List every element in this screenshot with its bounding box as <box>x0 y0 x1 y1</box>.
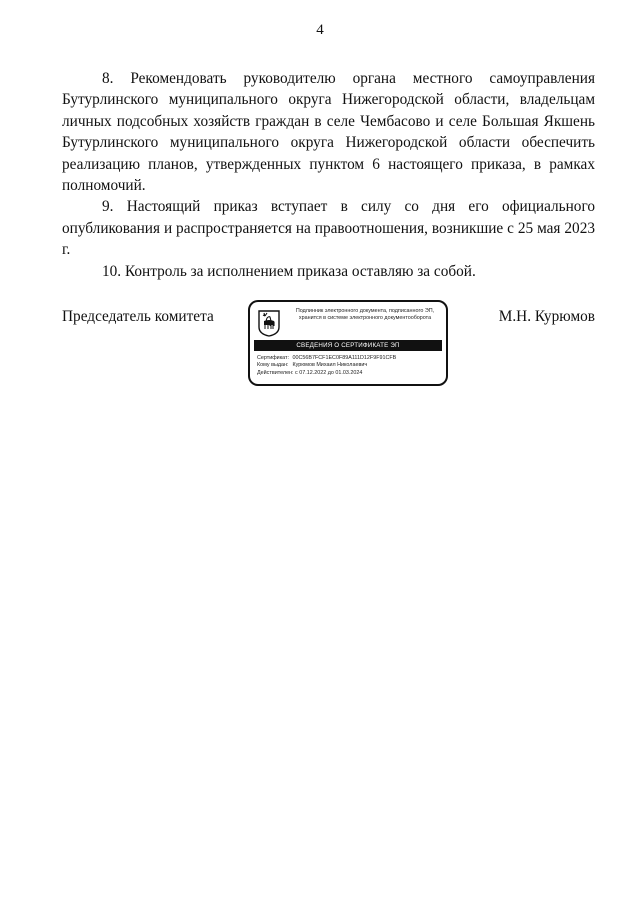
issued-to-value: Курюмов Михаил Николаевич <box>292 362 368 369</box>
certificate-label: Сертификат: <box>257 355 290 361</box>
electronic-signature-stamp <box>248 300 448 386</box>
certificate-value: 00C56B7FCF1EC0F89A111D12F9F91CFB <box>292 355 397 361</box>
signature-block <box>62 300 595 390</box>
certificate-row <box>257 355 443 362</box>
signer-title: Председатель комитета <box>62 308 214 325</box>
valid-value: с 07.12.2022 до 01.03.2024 <box>295 369 363 376</box>
page-number: 4 <box>316 22 324 38</box>
valid-label: Действителен: <box>257 369 294 376</box>
issued-to-row <box>257 362 443 369</box>
certificate-info <box>257 355 443 377</box>
signer-name: М.Н. Курюмов <box>498 308 595 325</box>
issued-to-label: Кому выдан: <box>257 362 289 369</box>
paragraph-8: 8. Рекомендовать руководителю органа местного самоуправления Бутурлинского муниципального округа Нижегородской области, владельцам личных подсобных хозяйств граждан в селе Чембасово и селе Большая Якшень Бутурлинского муниципального округа Нижегородской области обеспечить реализацию планов, утвержденных пунктом 6 настоящего приказа, в рамках полномочий. <box>62 70 595 195</box>
document-body <box>62 68 595 282</box>
certificate-header: СВЕДЕНИЯ О СЕРТИФИКАТЕ ЭП <box>254 340 442 351</box>
valid-row <box>257 370 443 377</box>
coat-of-arms-deer-icon <box>258 310 280 337</box>
paragraph-9: 9. Настоящий приказ вступает в силу со дня его официального опубликования и распространяется на правоотношения, возникшие с 25 мая 2023 г. <box>62 198 595 259</box>
paragraph-10: 10. Контроль за исполнением приказа оставляю за собой. <box>102 262 476 280</box>
storage-note: Подлинник электронного документа, подписанного ЭП, хранится в системе электронного документооборота <box>295 308 435 321</box>
